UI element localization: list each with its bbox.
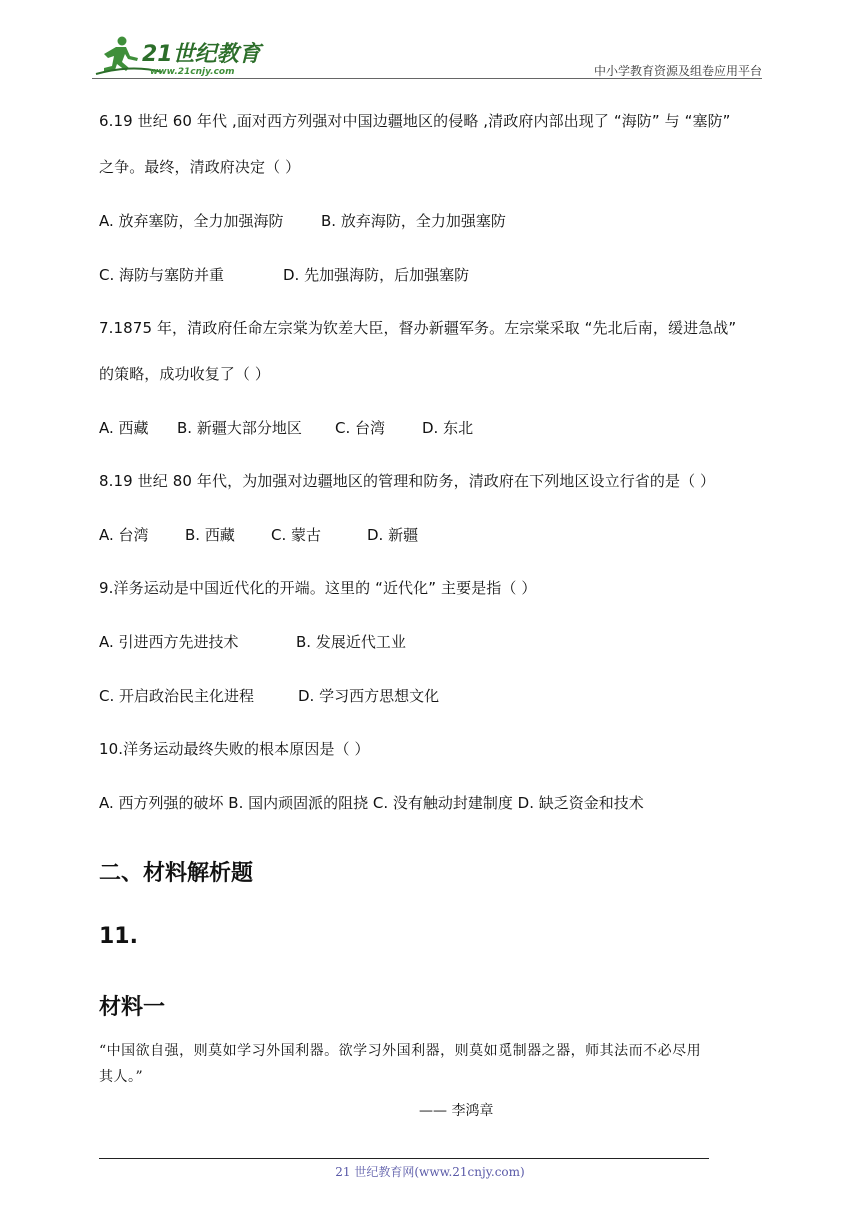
material-1-line-1: “中国欲自强，则莫如学习外国利器。欲学习外国利器，则莫如觅制器之器，师其法而不必尽用 [99, 1043, 702, 1059]
question-8-option-d[interactable]: D. 新疆 [367, 526, 419, 544]
question-7-option-a[interactable]: A. 西藏 [99, 419, 149, 437]
question-6-line-1: 6.19 世纪 60 年代 ,面对西方列强对中国边疆地区的侵略 ,清政府内部出现了 “海防” 与 “塞防” [99, 112, 731, 130]
question-7-line-1: 7.1875 年，清政府任命左宗棠为钦差大臣，督办新疆军务。左宗棠采取 “先北后南，缓进急战” [99, 319, 737, 337]
section-2-title: 二、材料解析题 [99, 861, 254, 886]
header-divider [92, 78, 762, 79]
footer-link[interactable]: 21 世纪教育网(www.21cnjy.com) [335, 1165, 525, 1179]
question-8-option-b[interactable]: B. 西藏 [185, 526, 235, 544]
question-11-number: 11. [99, 924, 138, 949]
question-7-line-2: 的策略，成功收复了（ ） [99, 365, 270, 383]
question-9-option-a[interactable]: A. 引进西方先进技术 [99, 633, 239, 651]
question-7-option-b[interactable]: B. 新疆大部分地区 [177, 419, 302, 437]
question-10-options[interactable]: A. 西方列强的破坏 B. 国内顽固派的阻挠 C. 没有触动封建制度 D. 缺乏资金和技术 [99, 794, 644, 812]
question-8-option-c[interactable]: C. 蒙古 [271, 526, 322, 544]
question-6-option-b[interactable]: B. 放弃海防，全力加强塞防 [321, 212, 506, 230]
material-1-title: 材料一 [99, 995, 166, 1020]
question-10-line-1: 10.洋务运动最终失败的根本原因是（ ） [99, 740, 370, 758]
page-header [92, 34, 762, 82]
question-6-option-c[interactable]: C. 海防与塞防并重 [99, 266, 225, 284]
question-6-line-2: 之争。最终，清政府决定（ ） [99, 158, 301, 176]
site-logo[interactable] [92, 34, 282, 78]
footer-divider [99, 1158, 709, 1159]
question-6-option-a[interactable]: A. 放弃塞防，全力加强海防 [99, 212, 284, 230]
question-7-option-d[interactable]: D. 东北 [422, 419, 474, 437]
question-9-line-1: 9.洋务运动是中国近代化的开端。这里的 “近代化” 主要是指（ ） [99, 579, 537, 597]
question-8-line-1: 8.19 世纪 80 年代，为加强对边疆地区的管理和防务，清政府在下列地区设立行省的是（ ） [99, 472, 716, 490]
question-9-option-c[interactable]: C. 开启政治民主化进程 [99, 687, 255, 705]
logo-text: 21世纪教育 [142, 42, 261, 67]
material-1-line-2: 其人。” [99, 1069, 144, 1085]
header-platform-text: 中小学教育资源及组卷应用平台 [593, 64, 762, 78]
logo-url: www.21cnjy.com [150, 67, 235, 77]
question-8-option-a[interactable]: A. 台湾 [99, 526, 149, 544]
question-9-option-d[interactable]: D. 学习西方思想文化 [298, 687, 440, 705]
question-7-option-c[interactable]: C. 台湾 [335, 419, 386, 437]
material-1-author: —— 李鸿章 [419, 1103, 494, 1119]
question-9-option-b[interactable]: B. 发展近代工业 [296, 633, 406, 651]
question-6-option-d[interactable]: D. 先加强海防，后加强塞防 [283, 266, 470, 284]
